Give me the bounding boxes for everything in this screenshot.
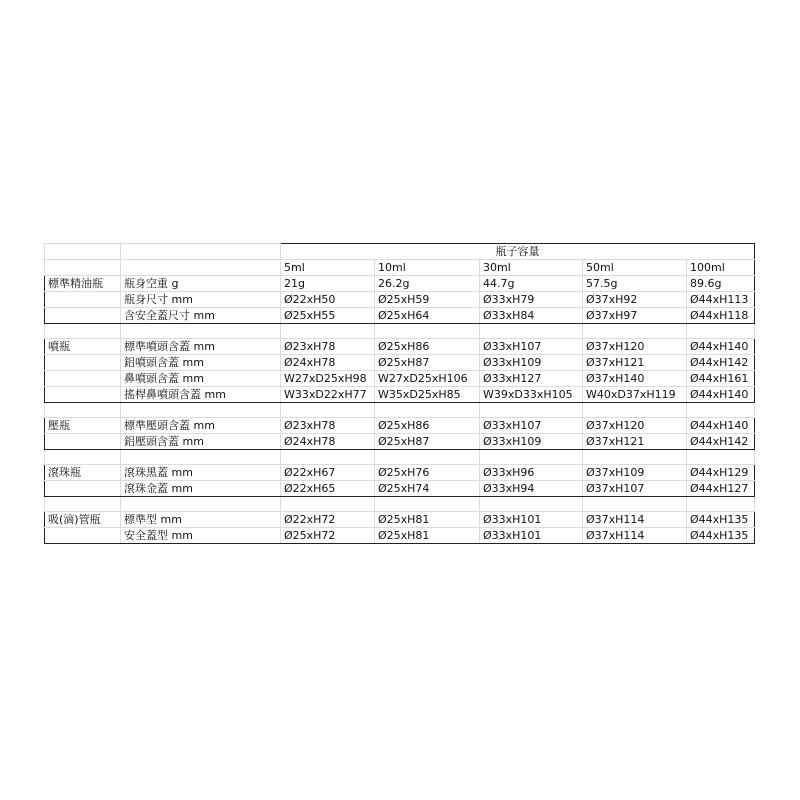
capacity-header: 10ml bbox=[375, 260, 480, 276]
spec-row bbox=[45, 481, 755, 497]
row-label: 滾珠金蓋 mm bbox=[121, 481, 281, 497]
spec-value: Ø37xH92 bbox=[583, 292, 687, 308]
spec-row bbox=[45, 387, 755, 403]
header-title-row bbox=[45, 244, 755, 260]
spec-value: Ø33xH101 bbox=[480, 528, 583, 544]
spacer-row bbox=[45, 324, 755, 339]
spec-value: W35xD25xH85 bbox=[375, 387, 480, 403]
spec-row bbox=[45, 339, 755, 355]
spec-row bbox=[45, 528, 755, 544]
row-label: 鼻噴頭含蓋 mm bbox=[121, 371, 281, 387]
spec-value: Ø23xH78 bbox=[281, 418, 375, 434]
group-cell bbox=[45, 308, 121, 324]
spec-row bbox=[45, 355, 755, 371]
spec-value: Ø44xH129 bbox=[687, 465, 755, 481]
spec-value: Ø22xH72 bbox=[281, 512, 375, 528]
group-cell bbox=[45, 292, 121, 308]
spec-value: Ø33xH79 bbox=[480, 292, 583, 308]
spec-value: Ø22xH67 bbox=[281, 465, 375, 481]
spec-value: Ø37xH120 bbox=[583, 418, 687, 434]
group-cell bbox=[45, 355, 121, 371]
spec-value: 26.2g bbox=[375, 276, 480, 292]
row-label: 標準噴頭含蓋 mm bbox=[121, 339, 281, 355]
group-cell bbox=[45, 481, 121, 497]
spec-row bbox=[45, 308, 755, 324]
spec-value: Ø37xH121 bbox=[583, 434, 687, 450]
row-label: 含安全蓋尺寸 mm bbox=[121, 308, 281, 324]
spec-row bbox=[45, 292, 755, 308]
spec-value: Ø44xH113 bbox=[687, 292, 755, 308]
spec-value: Ø44xH127 bbox=[687, 481, 755, 497]
spec-value: Ø44xH118 bbox=[687, 308, 755, 324]
spec-row bbox=[45, 418, 755, 434]
spec-value: Ø25xH74 bbox=[375, 481, 480, 497]
group-name: 標準精油瓶 bbox=[45, 276, 121, 292]
spec-value: Ø37xH114 bbox=[583, 528, 687, 544]
capacity-header: 100ml bbox=[687, 260, 755, 276]
spec-value: Ø25xH76 bbox=[375, 465, 480, 481]
group-name: 壓瓶 bbox=[45, 418, 121, 434]
spacer-row bbox=[45, 403, 755, 418]
spec-value: Ø44xH142 bbox=[687, 434, 755, 450]
group-cell bbox=[45, 434, 121, 450]
spec-value: Ø24xH78 bbox=[281, 434, 375, 450]
blank-cell bbox=[45, 260, 121, 276]
spec-value: Ø44xH140 bbox=[687, 339, 755, 355]
group-cell bbox=[45, 371, 121, 387]
spec-value: Ø24xH78 bbox=[281, 355, 375, 371]
spec-value: Ø33xH96 bbox=[480, 465, 583, 481]
row-label: 鋁噴頭含蓋 mm bbox=[121, 355, 281, 371]
spec-value: Ø25xH86 bbox=[375, 418, 480, 434]
spec-row bbox=[45, 512, 755, 528]
spec-row bbox=[45, 434, 755, 450]
spec-value: Ø37xH121 bbox=[583, 355, 687, 371]
group-cell bbox=[45, 387, 121, 403]
spec-value: Ø44xH142 bbox=[687, 355, 755, 371]
row-label: 瓶身尺寸 mm bbox=[121, 292, 281, 308]
group-name: 吸(滴)管瓶 bbox=[45, 512, 121, 528]
row-label: 安全蓋型 mm bbox=[121, 528, 281, 544]
spec-value: Ø22xH65 bbox=[281, 481, 375, 497]
spec-value: W33xD22xH77 bbox=[281, 387, 375, 403]
row-label: 鋁壓頭含蓋 mm bbox=[121, 434, 281, 450]
blank-cell bbox=[121, 244, 281, 260]
spec-value: Ø33xH109 bbox=[480, 434, 583, 450]
spec-row bbox=[45, 371, 755, 387]
spec-value: Ø33xH127 bbox=[480, 371, 583, 387]
spacer-row bbox=[45, 450, 755, 465]
spec-value: 44.7g bbox=[480, 276, 583, 292]
spec-value: Ø37xH140 bbox=[583, 371, 687, 387]
spec-value: Ø33xH101 bbox=[480, 512, 583, 528]
group-name: 滾珠瓶 bbox=[45, 465, 121, 481]
row-label: 瓶身空重 g bbox=[121, 276, 281, 292]
spec-value: Ø25xH72 bbox=[281, 528, 375, 544]
bottle-spec-table bbox=[44, 243, 755, 544]
spec-value: Ø33xH109 bbox=[480, 355, 583, 371]
row-label: 滾珠黑蓋 mm bbox=[121, 465, 281, 481]
capacity-header: 30ml bbox=[480, 260, 583, 276]
spec-value: Ø25xH81 bbox=[375, 512, 480, 528]
group-name: 噴瓶 bbox=[45, 339, 121, 355]
spec-value: Ø37xH107 bbox=[583, 481, 687, 497]
spec-value: Ø23xH78 bbox=[281, 339, 375, 355]
spec-value: Ø25xH59 bbox=[375, 292, 480, 308]
spacer-row bbox=[45, 497, 755, 512]
spec-value: Ø44xH140 bbox=[687, 418, 755, 434]
spec-value: Ø44xH140 bbox=[687, 387, 755, 403]
spec-value: Ø33xH107 bbox=[480, 339, 583, 355]
blank-cell bbox=[121, 260, 281, 276]
spec-value: W27xD25xH98 bbox=[281, 371, 375, 387]
spec-row bbox=[45, 465, 755, 481]
spec-value: 57.5g bbox=[583, 276, 687, 292]
capacity-title: 瓶子容量 bbox=[281, 244, 755, 260]
spec-value: Ø44xH135 bbox=[687, 528, 755, 544]
spec-value: Ø25xH87 bbox=[375, 355, 480, 371]
spec-value: 21g bbox=[281, 276, 375, 292]
spec-value: Ø25xH87 bbox=[375, 434, 480, 450]
capacity-header: 5ml bbox=[281, 260, 375, 276]
blank-cell bbox=[45, 244, 121, 260]
row-label: 搖桿鼻噴頭含蓋 mm bbox=[121, 387, 281, 403]
spec-value: Ø37xH109 bbox=[583, 465, 687, 481]
spec-value: Ø25xH86 bbox=[375, 339, 480, 355]
spec-value: 89.6g bbox=[687, 276, 755, 292]
spec-value: Ø44xH135 bbox=[687, 512, 755, 528]
spec-value: Ø33xH94 bbox=[480, 481, 583, 497]
spec-value: Ø33xH84 bbox=[480, 308, 583, 324]
spec-value: Ø37xH97 bbox=[583, 308, 687, 324]
spec-value: W39xD33xH105 bbox=[480, 387, 583, 403]
row-label: 標準型 mm bbox=[121, 512, 281, 528]
spec-value: Ø37xH114 bbox=[583, 512, 687, 528]
spec-value: Ø25xH81 bbox=[375, 528, 480, 544]
row-label: 標準壓頭含蓋 mm bbox=[121, 418, 281, 434]
capacity-header-row bbox=[45, 260, 755, 276]
spec-value: W27xD25xH106 bbox=[375, 371, 480, 387]
spec-value: Ø25xH55 bbox=[281, 308, 375, 324]
capacity-header: 50ml bbox=[583, 260, 687, 276]
spec-value: W40xD37xH119 bbox=[583, 387, 687, 403]
spec-value: Ø25xH64 bbox=[375, 308, 480, 324]
spec-value: Ø33xH107 bbox=[480, 418, 583, 434]
spec-row bbox=[45, 276, 755, 292]
spec-value: Ø22xH50 bbox=[281, 292, 375, 308]
spec-value: Ø37xH120 bbox=[583, 339, 687, 355]
group-cell bbox=[45, 528, 121, 544]
spec-value: Ø44xH161 bbox=[687, 371, 755, 387]
